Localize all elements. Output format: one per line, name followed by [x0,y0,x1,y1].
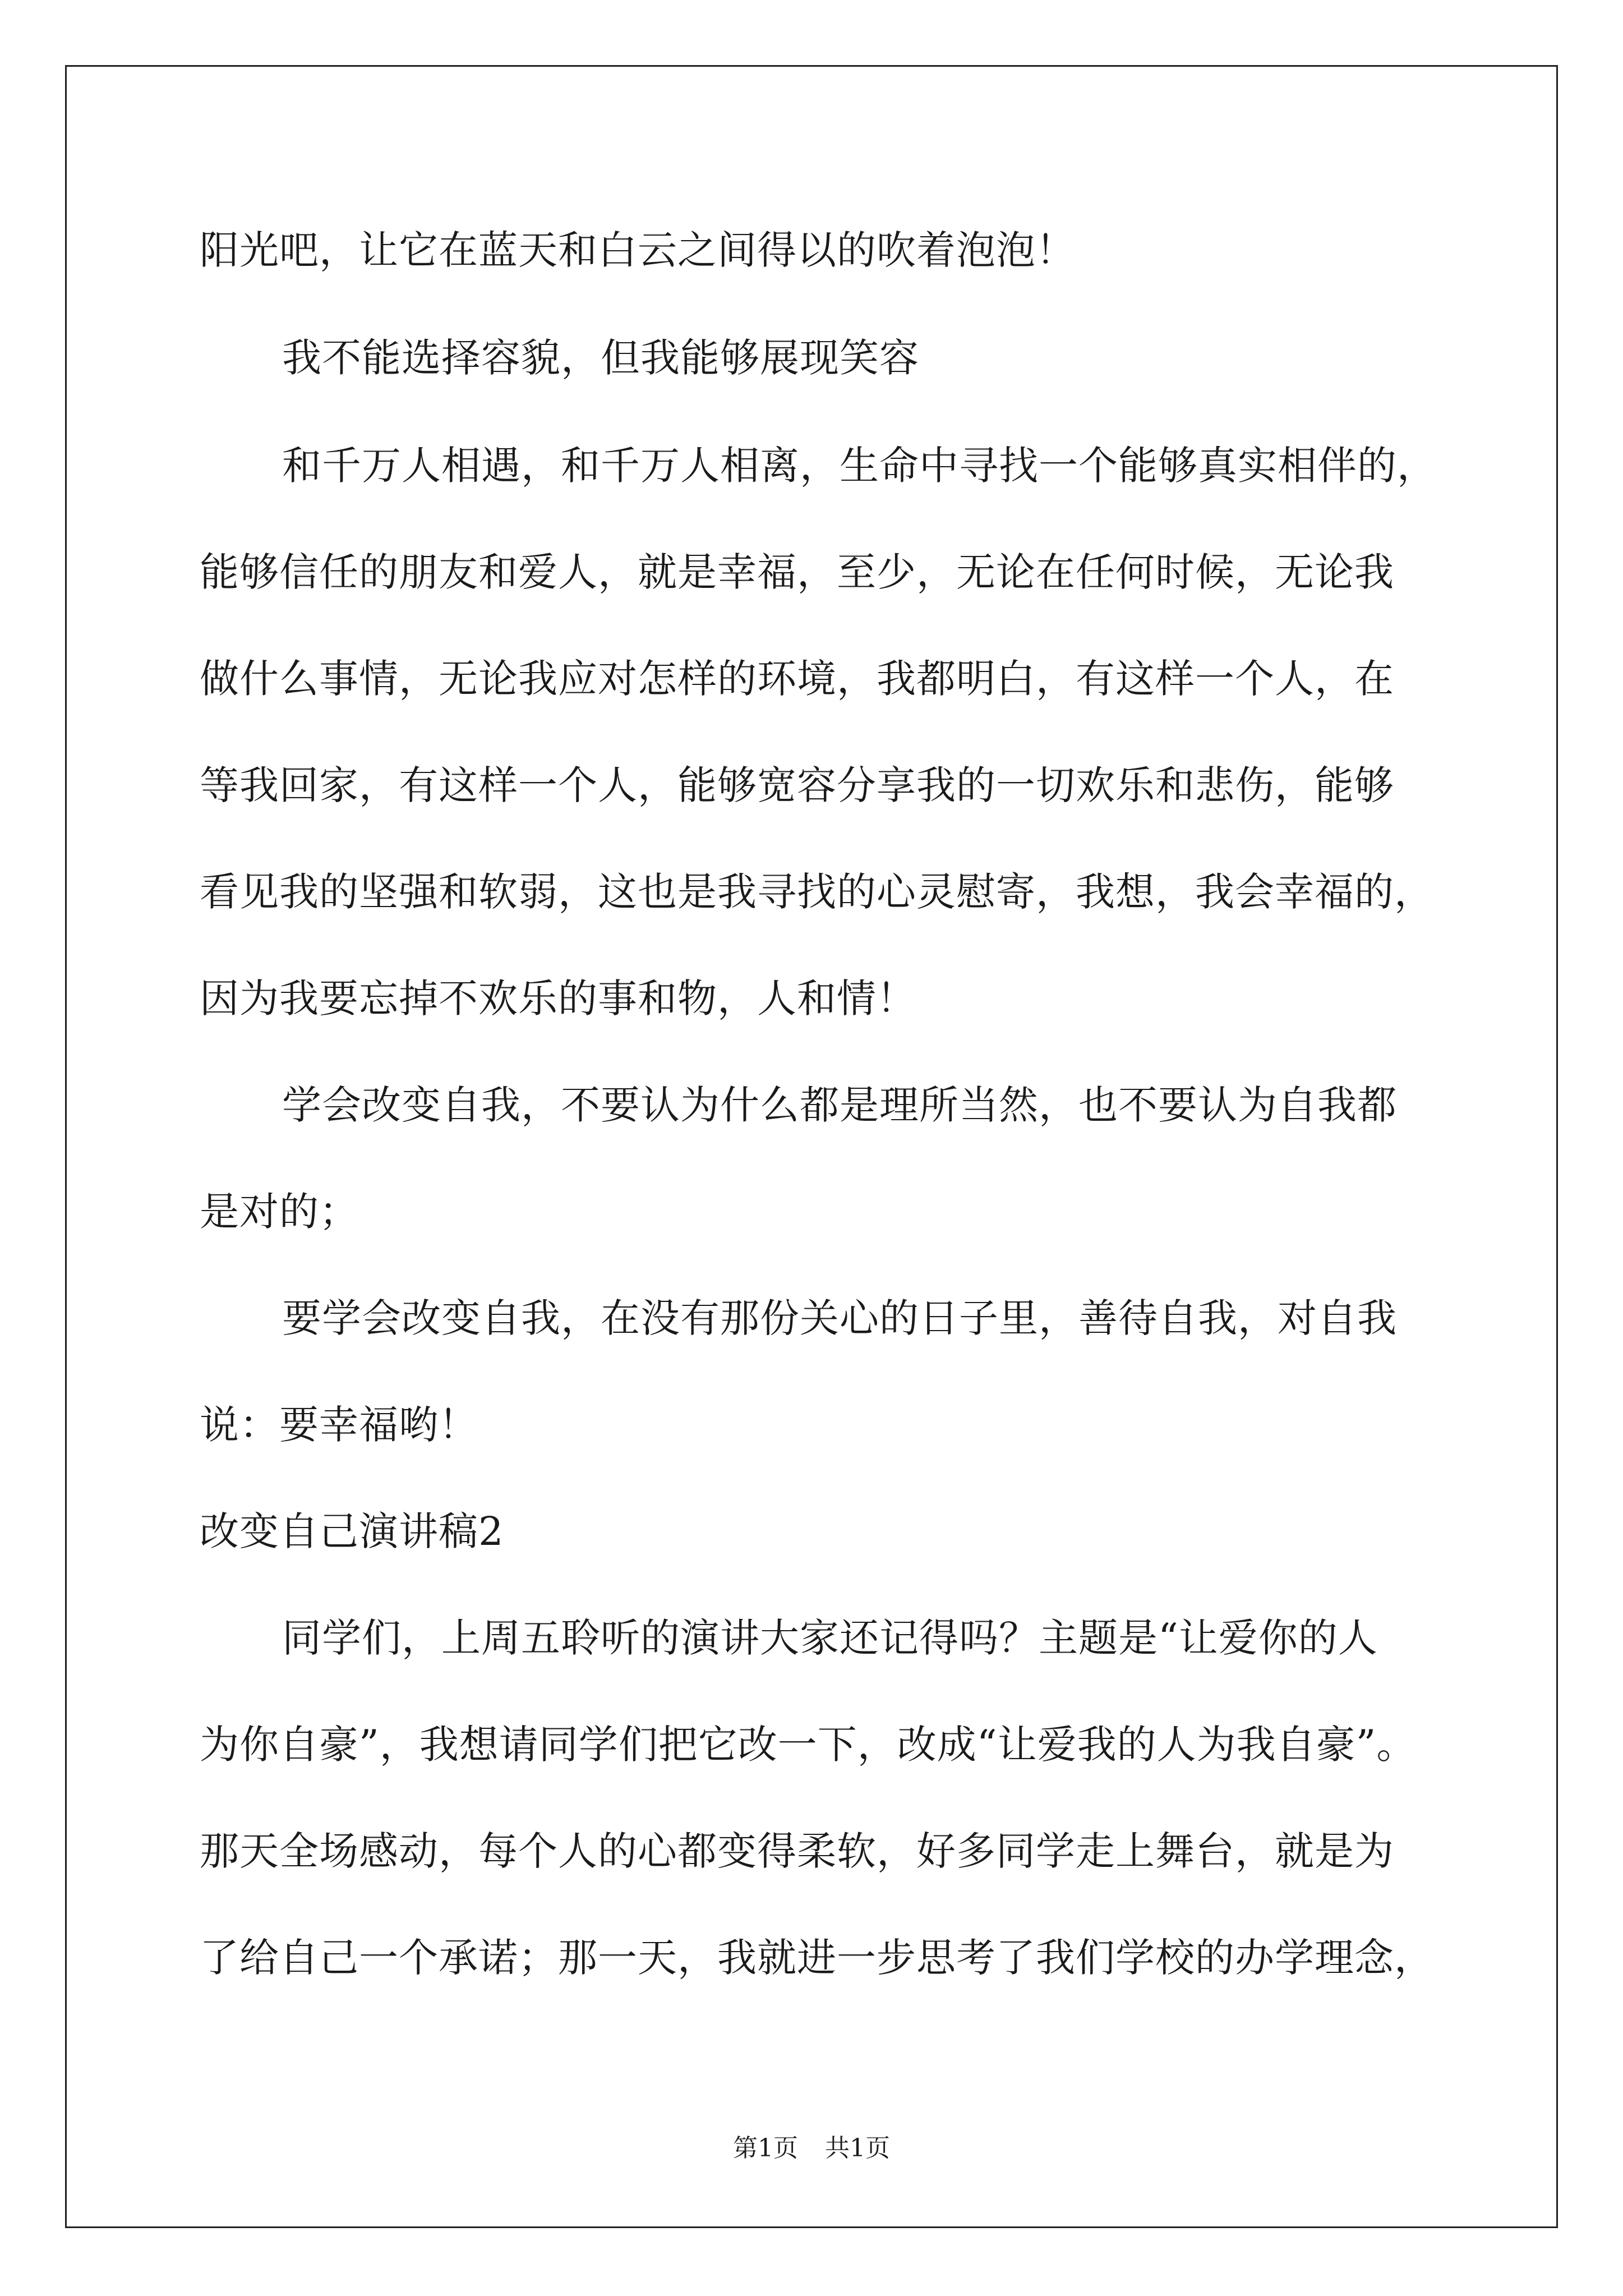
paragraph-line: 等我回家，有这样一个人，能够宽容分享我的一切欢乐和悲伤，能够 [200,762,1394,808]
paragraph-line: 那天全场感动，每个人的心都变得柔软，好多同学走上舞台，就是为 [200,1828,1394,1874]
page-footer [0,2133,1623,2164]
paragraph-line: 和千万人相遇，和千万人相离，生命中寻找一个能够真实相伴的， [282,443,1437,489]
paragraph-line: 因为我要忘掉不欢乐的事和物，人和情！ [200,976,916,1022]
page-number-current: 第1页 [733,2134,798,2162]
paragraph-line: 同学们，上周五聆听的演讲大家还记得吗？主题是“让爱你的人 [282,1615,1378,1661]
paragraph-line: 为你自豪”，我想请同学们把它改一下，改成“让爱我的人为我自豪”。 [200,1722,1417,1768]
paragraph-line: 学会改变自我，不要认为什么都是理所当然，也不要认为自我都 [282,1082,1397,1128]
paragraph-line: 做什么事情，无论我应对怎样的环境，我都明白，有这样一个人，在 [200,656,1394,702]
paragraph-line: 我不能选择容貌，但我能够展现笑容 [282,335,919,381]
paragraph-line: 了给自己一个承诺；那一天，我就进一步思考了我们学校的办学理念， [200,1935,1434,1981]
paragraph-line: 说：要幸福哟！ [200,1402,478,1448]
paragraph-line: 阳光吧，让它在蓝天和白云之间得以的吹着泡泡！ [200,227,1076,273]
paragraph-line: 是对的； [200,1189,359,1235]
page-number-total: 共1页 [825,2134,890,2162]
paragraph-line: 看见我的坚强和软弱，这也是我寻找的心灵慰寄，我想，我会幸福的， [200,869,1434,915]
section-heading: 改变自己演讲稿2 [200,1508,504,1554]
page-border [65,65,1558,2228]
paragraph-line: 能够信任的朋友和爱人，就是幸福，至少，无论在任何时候，无论我 [200,549,1394,595]
paragraph-line: 要学会改变自我，在没有那份关心的日子里，善待自我，对自我 [282,1295,1397,1341]
